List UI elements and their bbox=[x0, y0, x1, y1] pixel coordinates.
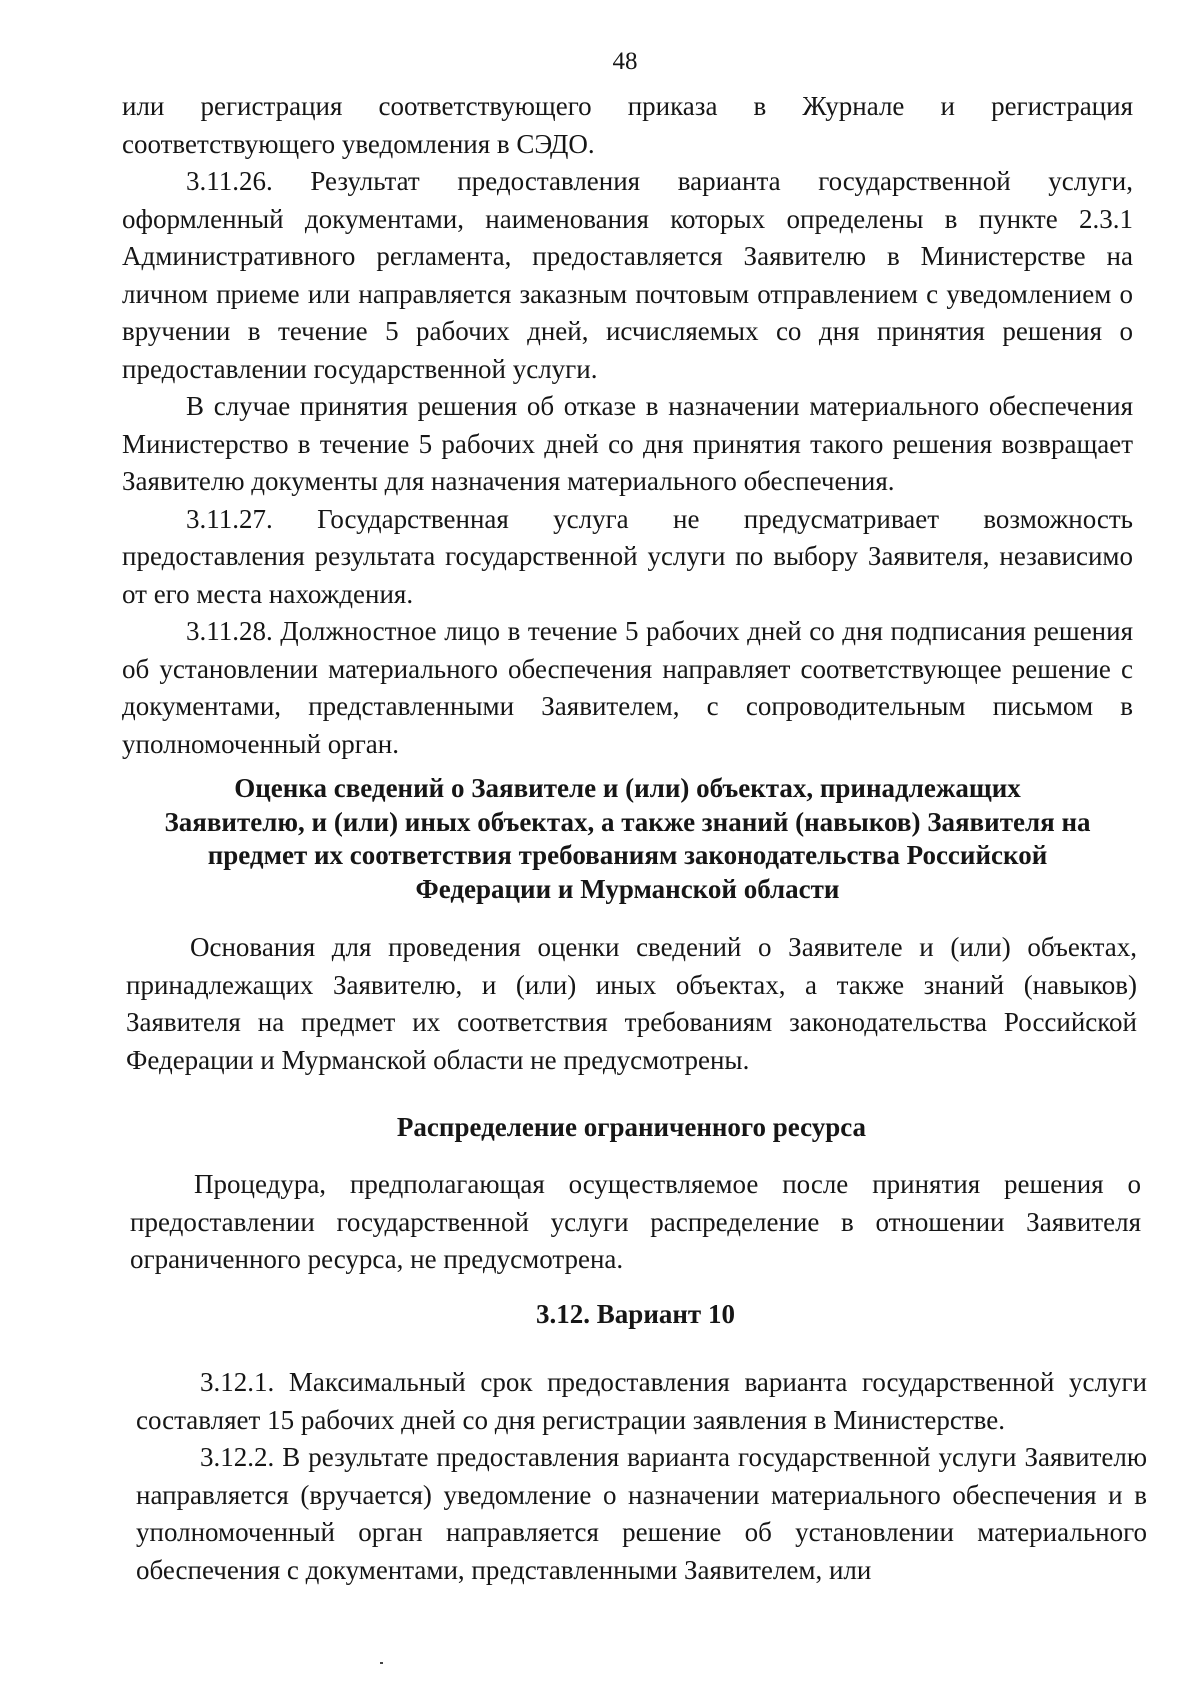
paragraph-3-11-26: 3.11.26. Результат предоставления варианта государственной услуги, оформленный документами, наименования которых определены в пункте 2.3.1 Административного регламента, предоставляется Заявителю в Министерстве на личном приеме или направляется заказным почтовым отправлением с уведомлением о вручении в течение 5 рабочих дней, исчисляемых со дня принятия решения о предоставлении государственной услуги. bbox=[122, 166, 1133, 384]
paragraph-resource-procedure: Процедура, предполагающая осуществляемое после принятия решения о предоставлении государственной услуги распределение в отношении Заявителя ограниченного ресурса, не предусмотрена. bbox=[130, 1169, 1141, 1274]
heading-resource bbox=[126, 1111, 1137, 1145]
scan-speck bbox=[380, 1662, 383, 1664]
heading-assessment-line: предмет их соответствия требованиям законодательства Российской bbox=[207, 840, 1048, 870]
heading-assessment-line: Заявителю, и (или) иных объектах, а также знаний (навыков) Заявителя на bbox=[164, 806, 1091, 837]
heading-assessment bbox=[122, 772, 1133, 906]
section-d-text bbox=[136, 1364, 1147, 1589]
section-c-text bbox=[130, 1166, 1141, 1279]
paragraph-3-12-2: 3.12.2. В результате предоставления варианта государственной услуги Заявителю направляется (вручается) уведомление о назначении материального обеспечения и в уполномоченный орган направляется решение об установлении материального обеспечения с документами, представленными Заявителем, или bbox=[136, 1442, 1147, 1585]
heading-variant-text: 3.12. Вариант 10 bbox=[536, 1299, 735, 1329]
paragraph-3-11-27: 3.11.27. Государственная услуга не предусматривает возможность предоставления результата государственной услуги по выбору Заявителя, независимо от его места нахождения. bbox=[122, 503, 1133, 609]
heading-assessment-line: Оценка сведений о Заявителе и (или) объектах, принадлежащих bbox=[234, 773, 1021, 803]
paragraph-continuation: или регистрация соответствующего приказа в Журнале и регистрация соответствующего уведомления в СЭДО. bbox=[122, 91, 1133, 159]
section-a-text bbox=[122, 88, 1133, 763]
paragraph-assessment-grounds: Основания для проведения оценки сведений о Заявителе и (или) объектах, принадлежащих Заявителю, и (или) иных объектах, а также знаний (навыков) Заявителя на предмет их соответствия требованиям законодательства Российской Федерации и Мурманской области не предусмотрены. bbox=[126, 932, 1137, 1075]
paragraph-3-11-28: 3.11.28. Должностное лицо в течение 5 рабочих дней со дня подписания решения об установлении материального обеспечения направляет соответствующее решение с документами, представленными Заявителем, с сопроводительным письмом в уполномоченный орган. bbox=[122, 616, 1133, 759]
paragraph-refusal: В случае принятия решения об отказе в назначении материального обеспечения Министерство в течение 5 рабочих дней со дня принятия такого решения возвращает Заявителю документы для назначения материального обеспечения. bbox=[122, 391, 1133, 496]
heading-variant bbox=[130, 1298, 1141, 1332]
page-number: 48 bbox=[612, 48, 638, 75]
section-b-text bbox=[126, 929, 1137, 1079]
heading-resource-text: Распределение ограниченного ресурса bbox=[396, 1112, 867, 1142]
paragraph-3-12-1: 3.12.1. Максимальный срок предоставления варианта государственной услуги составляет 15 рабочих дней со дня регистрации заявления в Министерстве. bbox=[136, 1367, 1147, 1435]
heading-assessment-line: Федерации и Мурманской области bbox=[415, 873, 840, 904]
